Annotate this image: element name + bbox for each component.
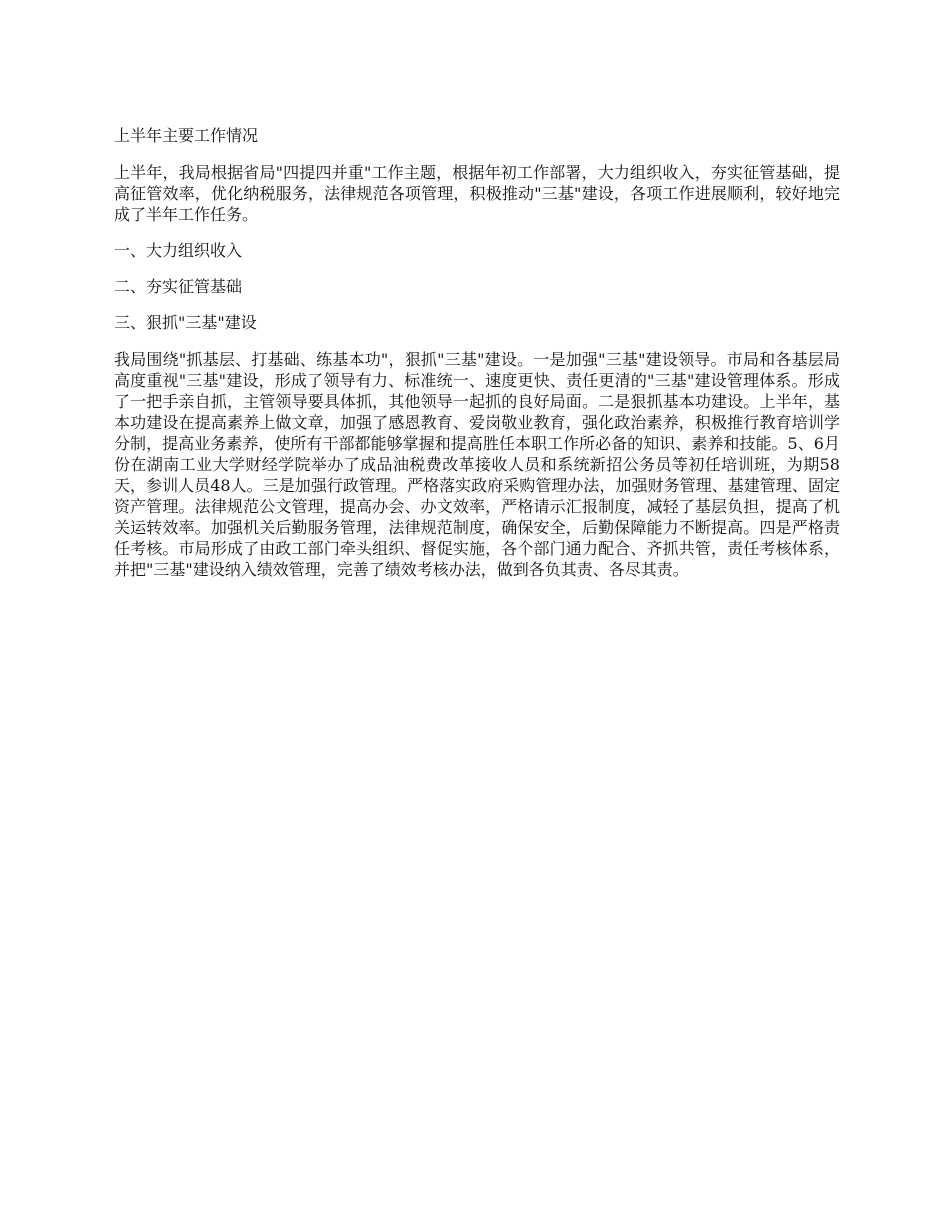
body-paragraph: 我局围绕"抓基层、打基础、练基本功"，狠抓"三基"建设。一是加强"三基"建设领导。市局和各基层局高度重视"三基"建设，形成了领导有力、标准统一、速度更快、责任更清的"三基"建设管理体系。形成了一把手亲自抓，主管领导要具体抓，其他领导一起抓的良好局面。二是狠抓基本功建设。上半年，基本功建设在提高素养上做文章，加强了感恩教育、爱岗敬业教育，强化政治素养，积极推行教育培训学分制，提高业务素养，使所有干部都能够掌握和提高胜任本职工作所必备的知识、素养和技能。5、6月份在湖南工业大学财经学院举办了成品油税费改革接收人员和系统新招公务员等初任培训班，为期58天，参训人员48人。三是加强行政管理。严格落实政府采购管理办法，加强财务管理、基建管理、固定资产管理。法律规范公文管理，提高办会、办文效率，严格请示汇报制度，减轻了基层负担，提高了机关运转效率。加强机关后勤服务管理，法律规范制度，确保安全，后勤保障能力不断提高。四是严格责任考核。市局形成了由政工部门牵头组织、督促实施，各个部门通力配合、齐抓共管，责任考核体系，并把"三基"建设纳入绩效管理，完善了绩效考核办法，做到各负其责、各尽其责。 — [114, 350, 840, 579]
section-heading-1: 一、大力组织收入 — [114, 241, 243, 260]
section-heading-2: 二、夯实征管基础 — [114, 277, 243, 296]
document-title: 上半年主要工作情况 — [114, 126, 259, 145]
document-page — [114, 126, 840, 596]
section-heading-3: 三、狠抓"三基"建设 — [114, 313, 257, 332]
intro-paragraph: 上半年，我局根据省局"四提四并重"工作主题，根据年初工作部署，大力组织收入，夯实征管基础，提高征管效率，优化纳税服务，法律规范各项管理，积极推动"三基"建设，各项工作进展顺利，较好地完成了半年工作任务。 — [114, 163, 840, 224]
